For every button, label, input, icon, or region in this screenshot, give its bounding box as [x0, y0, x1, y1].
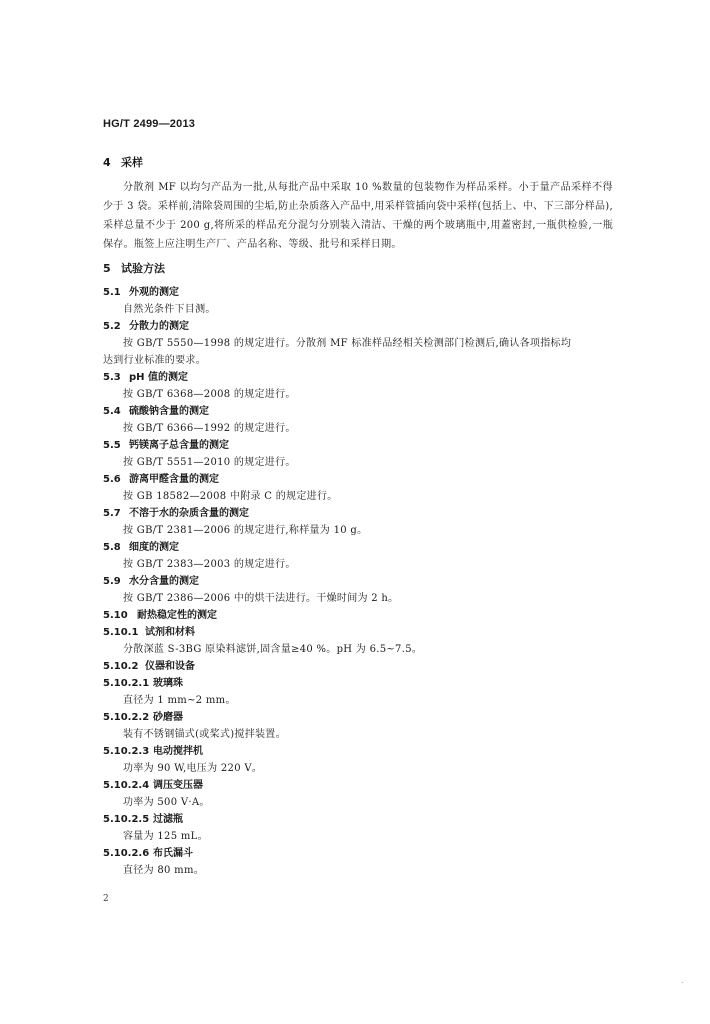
item-number: 5.10.2.3	[103, 746, 150, 757]
subsection-heading	[103, 609, 613, 623]
subsection-number: 5.6	[103, 474, 121, 485]
subsection-text: 按 GB/T 2381—2006 的规定进行,称样量为 10 g。	[123, 525, 368, 536]
subsection-number: 5.8	[103, 542, 121, 553]
subsubsection-title: 仪器和设备	[145, 661, 195, 672]
subsubsection-text: 分散深蓝 S-3BG 原染料滤饼,固含量≥40 %。pH 为 6.5~7.5。	[123, 644, 423, 655]
subsection-title: 分散力的测定	[129, 321, 189, 332]
subsection-number: 5.4	[103, 406, 121, 417]
subsection-number: 5.2	[103, 321, 121, 332]
subsection-text: 按 GB/T 6366—1992 的规定进行。	[123, 423, 296, 434]
subsubsection-title: 试剂和材料	[145, 627, 195, 638]
subsection-heading	[103, 473, 613, 487]
subsection-number: 5.7	[103, 508, 121, 519]
item-heading	[103, 813, 613, 827]
subsection-heading	[103, 541, 613, 555]
subsection-title: 水分含量的测定	[129, 576, 199, 587]
subsection-number: 5.5	[103, 440, 121, 451]
section-heading	[103, 156, 613, 170]
subsection-title: 不溶于水的杂质含量的测定	[129, 508, 249, 519]
item-number: 5.10.2.2	[103, 712, 150, 723]
standard-code: HG/T 2499—2013	[103, 118, 196, 130]
test-methods-list	[103, 286, 613, 881]
subsection-heading	[103, 439, 613, 453]
item-title: 电动搅拌机	[153, 746, 203, 757]
item-number: 5.10.2.5	[103, 814, 150, 825]
subsection-text-continued: 达到行业标准的要求。	[103, 355, 206, 366]
item-heading	[103, 711, 613, 725]
item-number: 5.10.2.4	[103, 780, 150, 791]
subsection-title: 硫酸钠含量的测定	[129, 406, 209, 417]
subsection-title: 游离甲醛含量的测定	[129, 474, 219, 485]
subsection-text: 按 GB/T 5550—1998 的规定进行。分散剂 MF 标准样品经相关检测部门检测后,确认各项指标均	[123, 338, 572, 349]
subsubsection-heading	[103, 626, 613, 640]
section-5	[103, 262, 613, 276]
item-text: 功率为 90 W,电压为 220 V。	[123, 763, 263, 774]
item-number: 5.10.2.1	[103, 678, 150, 689]
subsection-number: 5.1	[103, 287, 121, 298]
subsubsection-number: 5.10.2	[103, 661, 139, 672]
section-4	[103, 156, 613, 170]
sampling-paragraph: 分散剂 MF 以均匀产品为一批,从每批产品中采取 10 %数量的包装物作为样品采样。小于量产品采样不得少于 3 袋。采样前,清除袋周围的尘垢,防止杂质落入产品中,用采样管插向袋中采样(包括上、中、下三部分样品),采样总量不少于 200 g,将所采的样品充分混匀分别装入清洁、干燥的两个玻璃瓶中,用蓋密封,一瓶供检验,一瓶保存。瓶签上应注明生产厂、产品名称、等级、批号和采样日期。	[103, 182, 613, 250]
section-title: 采样	[121, 156, 143, 169]
item-title: 过滤瓶	[153, 814, 183, 825]
subsection-text: 按 GB 18582—2008 中附录 C 的规定进行。	[123, 491, 338, 502]
item-heading	[103, 847, 613, 861]
section-heading	[103, 262, 613, 276]
subsubsection-number: 5.10.1	[103, 627, 139, 638]
subsection-number: 5.9	[103, 576, 121, 587]
subsection-text: 按 GB/T 5551—2010 的规定进行。	[123, 457, 296, 468]
item-number: 5.10.2.6	[103, 848, 150, 859]
item-text: 容量为 125 mL。	[123, 831, 208, 842]
subsection-title: pH 值的测定	[129, 372, 189, 383]
subsection-title: 外观的测定	[129, 287, 179, 298]
subsection-number: 5.3	[103, 372, 121, 383]
item-title: 玻璃珠	[153, 678, 183, 689]
subsection-text: 按 GB/T 6368—2008 的规定进行。	[123, 389, 296, 400]
section-number: 5	[103, 262, 111, 275]
subsection-heading	[103, 575, 613, 589]
item-title: 调压变压器	[153, 780, 203, 791]
item-text: 功率为 500 V·A。	[123, 797, 210, 808]
subsection-heading	[103, 371, 613, 385]
item-title: 砂磨器	[153, 712, 183, 723]
item-heading	[103, 745, 613, 759]
subsection-heading	[103, 286, 613, 300]
section-title: 试验方法	[121, 262, 165, 275]
subsection-heading	[103, 320, 613, 334]
subsection-text: 自然光条件下目测。	[123, 304, 216, 315]
subsection-title: 耐热稳定性的测定	[137, 610, 217, 621]
subsection-number: 5.10	[103, 610, 128, 621]
section-number: 4	[103, 156, 111, 169]
item-heading	[103, 677, 613, 691]
corner-mark: .	[681, 976, 684, 985]
subsection-title: 钙镁离子总含量的测定	[129, 440, 229, 451]
subsubsection-heading	[103, 660, 613, 674]
subsection-title: 细度的测定	[129, 542, 179, 553]
subsection-text: 按 GB/T 2386—2006 中的烘干法进行。干燥时间为 2 h。	[123, 593, 399, 604]
item-text: 直径为 80 mm。	[123, 865, 205, 876]
item-text: 直径为 1 mm~2 mm。	[123, 695, 236, 706]
section-4-body	[103, 178, 613, 254]
page-number: 2	[103, 894, 109, 904]
subsection-text: 按 GB/T 2383—2003 的规定进行。	[123, 559, 296, 570]
item-text: 装有不锈钢锚式(或桨式)搅拌装置。	[123, 729, 286, 740]
subsection-heading	[103, 405, 613, 419]
subsection-heading	[103, 507, 613, 521]
item-title: 布氏漏斗	[153, 848, 193, 859]
item-heading	[103, 779, 613, 793]
